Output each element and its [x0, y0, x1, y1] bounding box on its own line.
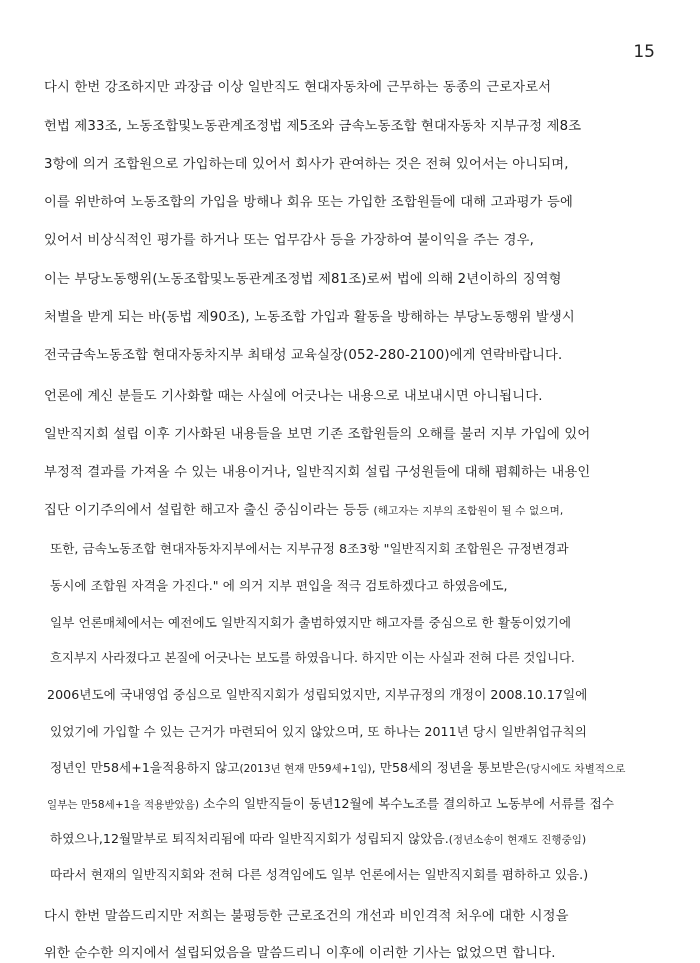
page-number: 15 [633, 42, 655, 62]
quote-line: 또한, 금속노동조합 현대자동차지부에서는 지부규정 8조3항 "일반직지회 조합원은 규정변경과 [50, 541, 569, 556]
quote-text: , 만58세의 정년을 통보받은 [371, 760, 527, 775]
paragraph-line: 다시 한번 말씀드리지만 저희는 불평등한 근로조건의 개선과 비인격적 처우에 대한 시정을 [44, 909, 569, 924]
quote-line: 2006년도에 국내영업 중심으로 일반직지회가 성립되었지만, 지부규정의 개정이 2008.10.17일에 [47, 687, 588, 702]
paragraph-line: 언론에 계신 분들도 기사화할 때는 사실에 어긋나는 내용으로 내보내시면 아니됩니다. [44, 389, 543, 404]
paragraph-line: 헌법 제33조, 노동조합및노동관계조정법 제5조와 금속노동조합 현대자동차 지부규정 제8조 [44, 119, 582, 134]
paragraph-line: 있어서 비상식적인 평가를 하거나 또는 업무감사 등을 가장하여 불이익을 주는 경우, [44, 233, 534, 248]
paragraph-line: 위한 순수한 의지에서 설립되었음을 말씀드리니 이후에 이러한 기사는 없었으면 합니다. [44, 946, 556, 961]
quote-line: 일부 언론매체에서는 예전에도 일반직지회가 출범하였지만 해고자를 중심으로 한 활동이었기에 [50, 615, 572, 630]
quote-line [50, 830, 586, 849]
parenthetical-note: (해고자는 지부의 조합원이 될 수 없으며, [373, 505, 564, 517]
parenthetical-note: (정년소송이 현재도 진행중임) [448, 834, 587, 846]
quote-line: 있었기에 가입할 수 있는 근거가 마련되어 있지 않았으며, 또 하나는 2011년 당시 일반취업규칙의 [50, 724, 587, 739]
paragraph-text: 집단 이기주의에서 설립한 해고자 출신 중심이라는 등등 [44, 503, 370, 518]
paragraph-line [44, 502, 563, 520]
quote-line [47, 795, 614, 814]
quote-line: 따라서 현재의 일반직지회와 전혀 다른 성격임에도 일부 언론에서는 일반직지회를 폄하하고 있음.) [50, 867, 589, 882]
paragraph-line: 일반직지회 설립 이후 기사화된 내용들을 보면 기존 조합원들의 오해를 불러 지부 가입에 있어 [44, 427, 591, 442]
quote-text: 하였으나,12월말부로 퇴직처리됨에 따라 일반직지회가 성립되지 않았음. [50, 831, 449, 846]
paragraph-line: 다시 한번 강조하지만 과장급 이상 일반직도 현대자동차에 근무하는 동종의 근로자로서 [44, 80, 552, 95]
parenthetical-note: 일부는 만58세+1을 적용받았음) [47, 799, 200, 811]
quote-line [50, 759, 625, 778]
paragraph-line: 이는 부당노동행위(노동조합및노동관계조정법 제81조)로써 법에 의해 2년이하의 징역형 [44, 272, 562, 287]
paragraph-line: 3항에 의거 조합원으로 가입하는데 있어서 회사가 관여하는 것은 전혀 있어서는 아니되며, [44, 157, 569, 172]
parenthetical-note: (당시에도 차별적으로 [526, 763, 626, 775]
paragraph-line: 전국금속노동조합 현대자동차지부 최태성 교육실장(052-280-2100)에게 연락바랍니다. [44, 348, 563, 363]
quote-text: 소수의 일반직들이 동년12월에 복수노조를 결의하고 노동부에 서류를 접수 [199, 796, 615, 811]
paragraph-line: 처벌을 받게 되는 바(동법 제90조), 노동조합 가입과 활동을 방해하는 부당노동행위 발생시 [44, 310, 575, 325]
quote-text: 정년인 만58세+1을적용하지 않고 [50, 760, 240, 775]
quote-line: 흐지부지 사라졌다고 본질에 어긋나는 보도를 하였읍니다. 하지만 이는 사실과 전혀 다른 것입니다. [50, 650, 575, 665]
paragraph-line: 이를 위반하여 노동조합의 가입을 방해나 회유 또는 가입한 조합원들에 대해 고과평가 등에 [44, 195, 573, 210]
quote-line: 동시에 조합원 자격을 가진다." 에 의거 지부 편입을 적극 검토하겠다고 하였음에도, [50, 578, 508, 593]
parenthetical-note: (2013년 현재 만59세+1임) [239, 763, 372, 775]
paragraph-line: 부정적 결과를 가져올 수 있는 내용이거나, 일반직지회 설립 구성원들에 대해 폄훼하는 내용인 [44, 465, 591, 480]
